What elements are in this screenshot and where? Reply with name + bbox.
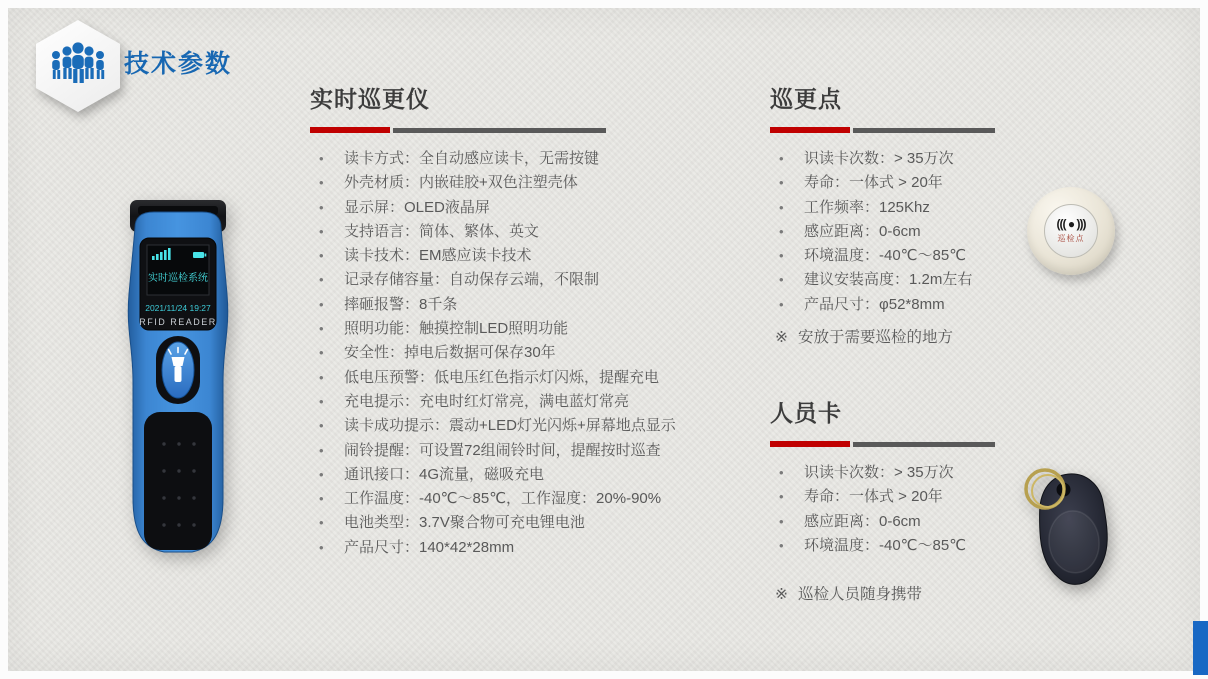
header-badge [36, 20, 120, 112]
spec-item [310, 220, 740, 244]
bullet-icon: • [319, 321, 324, 337]
spec-item [310, 463, 740, 487]
section-title-card: 人员卡 [770, 400, 842, 426]
spec-item [770, 220, 1070, 244]
spec-item [310, 414, 740, 438]
spec-text: 寿命：一体式 > 20年 [804, 174, 943, 192]
section-underline [770, 441, 1070, 447]
spec-item [310, 536, 740, 560]
bullet-icon: • [319, 442, 324, 458]
device-spec-list [310, 147, 740, 560]
spec-item [770, 268, 1070, 292]
spec-item [310, 171, 740, 195]
bullet-icon: • [779, 537, 784, 553]
bullet-icon: • [319, 175, 324, 191]
bullet-icon: • [779, 175, 784, 191]
bullet-icon: • [779, 199, 784, 215]
spec-text: 读卡方式：全自动感应读卡，无需按键 [344, 150, 600, 167]
spec-item [310, 341, 740, 365]
spec-item [310, 439, 740, 463]
bullet-icon: • [779, 248, 784, 264]
spec-text: 闹铃提醒：可设置72组闹铃时间，提醒按时巡查 [344, 441, 661, 459]
spec-text: 环境温度：-40℃～85℃ [804, 247, 967, 265]
spec-text: 照明功能：触摸控制LED照明功能 [344, 320, 569, 338]
people-group-icon [47, 42, 109, 90]
spec-text: 寿命：一体式 > 20年 [804, 488, 943, 506]
spec-text: 外壳材质：内嵌硅胶+双色注塑壳体 [344, 174, 578, 192]
spec-item [310, 511, 740, 535]
spec-item [310, 244, 740, 268]
checkpoint-tag-image [1027, 187, 1115, 275]
spec-item [310, 390, 740, 414]
bullet-icon: • [779, 223, 784, 239]
page-title: 技术参数 [124, 50, 233, 78]
spec-item [310, 293, 740, 317]
spec-text: 摔砸报警：8千条 [344, 295, 458, 313]
spec-text: 支持语言：简体、繁体、英文 [344, 222, 540, 240]
spec-text: 工作温度：-40℃～85℃，工作湿度：20%-90% [344, 490, 662, 508]
bullet-icon: • [779, 296, 784, 312]
checkpoint-tag-label: 巡检点 [1057, 234, 1085, 243]
spec-item [770, 293, 1070, 317]
section-underline [310, 127, 740, 133]
spec-item [310, 268, 740, 292]
spec-text: 产品尺寸：140*42*28mm [344, 538, 515, 556]
bullet-icon: • [779, 465, 784, 480]
device-screen-title: 实时巡检系统 [148, 273, 208, 284]
section-title-device: 实时巡更仪 [310, 86, 430, 112]
spec-text: 产品尺寸：φ52*8mm [804, 295, 945, 313]
spec-text: 识读卡次数：> 35万次 [804, 150, 954, 167]
spec-text: 感应距离：0-6cm [804, 222, 921, 240]
bullet-icon: • [319, 296, 324, 312]
spec-text: 工作频率：125Khz [804, 198, 930, 216]
bullet-icon: • [319, 539, 324, 555]
bullet-icon: • [779, 272, 784, 288]
checkpoint-tag-center [1044, 204, 1098, 258]
bullet-icon: • [319, 393, 324, 409]
hexagon-badge [36, 20, 120, 112]
bullet-icon: • [319, 515, 324, 531]
spec-item [770, 171, 1070, 195]
bullet-icon: • [319, 345, 324, 361]
section-title-checkpoint: 巡更点 [770, 86, 842, 112]
spec-text: 环境温度：-40℃～85℃ [804, 536, 967, 554]
patrol-device-image [100, 196, 256, 564]
spec-text: 通讯接口：4G流量，磁吸充电 [344, 465, 545, 483]
section-checkpoint [770, 88, 1070, 347]
note-text: 安放于需要巡检的地方 [798, 329, 954, 347]
spec-item [310, 317, 740, 341]
bullet-icon: • [319, 466, 324, 482]
page-indicator-tab [1193, 621, 1208, 675]
device-screen-reader-label: RFID READER [139, 317, 217, 327]
spec-text: 感应距离：0-6cm [804, 512, 921, 530]
spec-text: 读卡技术：EM感应读卡技术 [344, 247, 532, 265]
spec-text: 建议安装高度：1.2m左右 [804, 271, 973, 289]
checkpoint-spec-list [770, 147, 1070, 317]
note-text: 巡检人员随身携带 [798, 586, 923, 604]
spec-text: 显示屏：OLED液晶屏 [344, 198, 490, 216]
spec-item [310, 147, 740, 171]
spec-text: 读卡成功提示：震动+LED灯光闪烁+屏幕地点显示 [344, 417, 676, 435]
bullet-icon: • [319, 248, 324, 264]
bullet-icon: • [319, 272, 324, 288]
bullet-icon: • [779, 151, 784, 166]
bullet-icon: • [779, 513, 784, 529]
bullet-icon: • [779, 489, 784, 505]
reference-mark: ※ [775, 586, 788, 604]
spec-item [310, 487, 740, 511]
personnel-keyfob-image [1012, 462, 1128, 598]
section-device [310, 88, 740, 560]
bullet-icon: • [319, 223, 324, 239]
bullet-icon: • [319, 151, 324, 166]
reference-mark: ※ [775, 329, 788, 347]
spec-text: 低电压预警：低电压红色指示灯闪烁，提醒充电 [344, 368, 660, 386]
spec-text: 电池类型：3.7V聚合物可充电锂电池 [344, 514, 585, 532]
bullet-icon: • [319, 491, 324, 507]
spec-text: 记录存储容量：自动保存云端，不限制 [344, 271, 600, 289]
spec-item [310, 196, 740, 220]
spec-text: 充电提示：充电时红灯常亮，满电蓝灯常亮 [344, 392, 630, 410]
bullet-icon: • [319, 418, 324, 434]
checkpoint-note [770, 325, 1070, 347]
spec-item [770, 196, 1070, 220]
spec-text: 安全性：掉电后数据可保存30年 [344, 344, 556, 362]
section-underline [770, 127, 1070, 133]
spec-item [310, 366, 740, 390]
spec-text: 识读卡次数：> 35万次 [804, 464, 954, 481]
signal-waves-icon: ((( ● ))) [1056, 217, 1086, 231]
device-screen-datetime: 2021/11/24 19:27 [145, 303, 211, 313]
spec-item [770, 244, 1070, 268]
bullet-icon: • [319, 369, 324, 385]
bullet-icon: • [319, 199, 324, 215]
spec-item [770, 147, 1070, 171]
